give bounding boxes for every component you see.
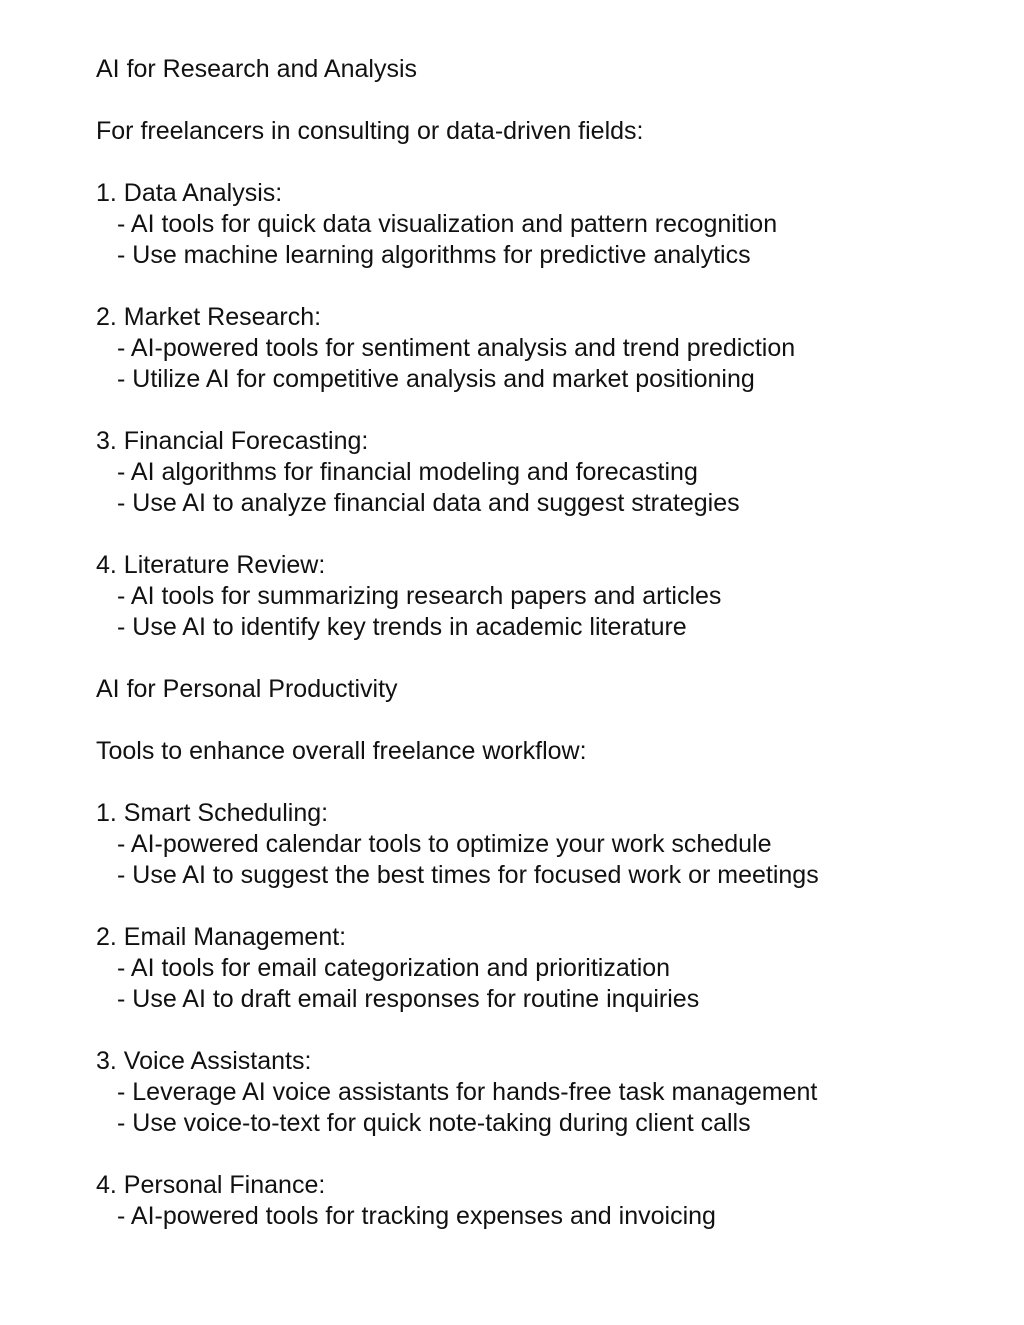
item-bullet: - Use voice-to-text for quick note-taking during client calls (117, 1109, 751, 1137)
spacer (96, 519, 996, 550)
item-bullet: - AI tools for email categorization and prioritization (117, 954, 671, 982)
section-heading: AI for Research and Analysis (96, 55, 417, 83)
spacer (96, 1015, 996, 1046)
item-bullet: - Use AI to suggest the best times for focused work or meetings (117, 861, 819, 889)
item-title: 2. Email Management: (96, 923, 347, 951)
item-bullet: - AI-powered tools for sentiment analysis and trend prediction (117, 334, 796, 362)
item-bullet: - Use AI to analyze financial data and suggest strategies (117, 489, 740, 517)
spacer (96, 85, 996, 116)
section-intro: Tools to enhance overall freelance workflow: (96, 737, 587, 765)
document-page (96, 54, 996, 1232)
spacer (96, 767, 996, 798)
item-title: 4. Literature Review: (96, 551, 326, 579)
spacer (96, 271, 996, 302)
item-title: 2. Market Research: (96, 303, 322, 331)
item-bullet: - AI algorithms for financial modeling and forecasting (117, 458, 698, 486)
spacer (96, 891, 996, 922)
item-title: 1. Smart Scheduling: (96, 799, 329, 827)
section-heading: AI for Personal Productivity (96, 675, 398, 703)
spacer (96, 395, 996, 426)
item-bullet: - AI-powered calendar tools to optimize your work schedule (117, 830, 772, 858)
section-intro: For freelancers in consulting or data-driven fields: (96, 117, 644, 145)
item-title: 3. Financial Forecasting: (96, 427, 369, 455)
item-bullet: - Use AI to draft email responses for routine inquiries (117, 985, 700, 1013)
item-bullet: - Utilize AI for competitive analysis and market positioning (117, 365, 755, 393)
spacer (96, 643, 996, 674)
spacer (96, 147, 996, 178)
item-bullet: - Use AI to identify key trends in academic literature (117, 613, 687, 641)
item-bullet: - AI tools for quick data visualization and pattern recognition (117, 210, 778, 238)
item-bullet: - AI tools for summarizing research papers and articles (117, 582, 722, 610)
item-title: 4. Personal Finance: (96, 1171, 326, 1199)
item-bullet: - AI-powered tools for tracking expenses and invoicing (117, 1202, 716, 1230)
spacer (96, 1139, 996, 1170)
item-title: 1. Data Analysis: (96, 179, 283, 207)
item-bullet: - Leverage AI voice assistants for hands-free task management (117, 1078, 818, 1106)
spacer (96, 705, 996, 736)
item-title: 3. Voice Assistants: (96, 1047, 312, 1075)
item-bullet: - Use machine learning algorithms for predictive analytics (117, 241, 751, 269)
